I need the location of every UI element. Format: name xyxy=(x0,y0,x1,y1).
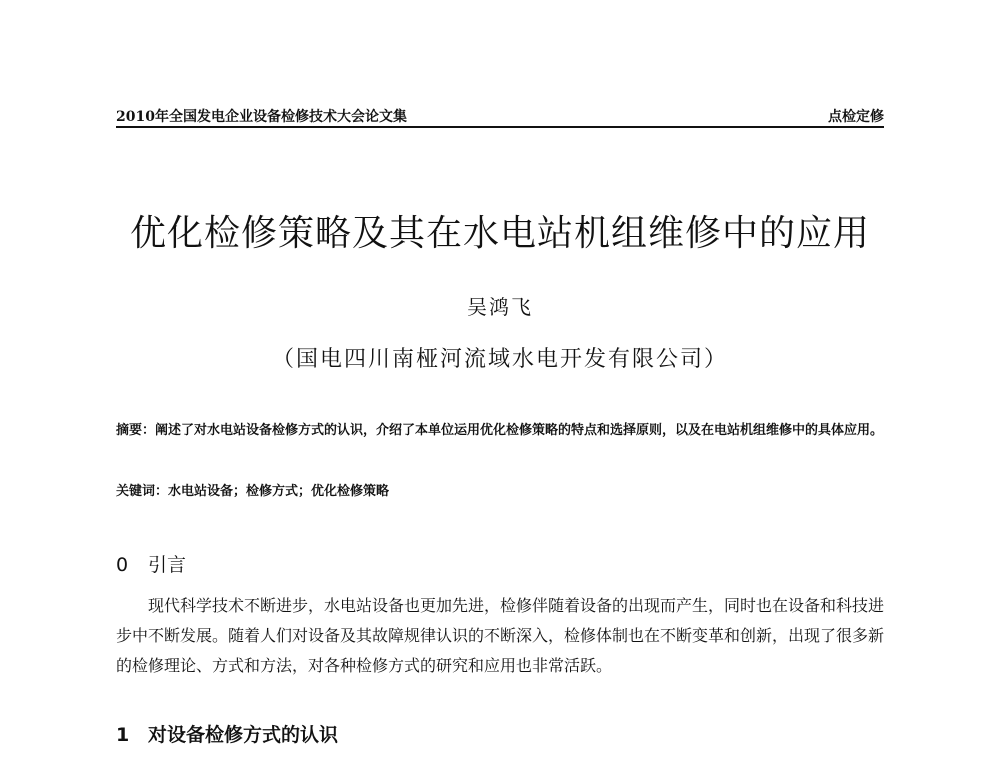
keywords xyxy=(116,480,886,499)
section-number: 1 xyxy=(116,724,130,746)
abstract-text: 阐述了对水电站设备检修方式的认识，介绍了本单位运用优化检修策略的特点和选择原则，以及在电站机组维修中的具体应用。 xyxy=(155,423,884,438)
section-title: 引言 xyxy=(148,554,187,576)
abstract xyxy=(116,418,886,444)
keywords-text: 水电站设备；检修方式；优化检修策略 xyxy=(168,484,390,499)
author-name: 吴鸿飞 xyxy=(467,295,533,319)
paper-title: 优化检修策略及其在水电站机组维修中的应用 xyxy=(129,213,870,254)
section-heading-introduction xyxy=(116,550,186,577)
proceedings-title: 2010年全国发电企业设备检修技术大会论文集 xyxy=(116,109,407,125)
section-heading-maintenance-methods xyxy=(116,720,338,747)
section-title: 对设备检修方式的认识 xyxy=(148,724,339,746)
section-number: 0 xyxy=(116,554,129,576)
author-affiliation: （国电四川南桠河流域水电开发有限公司） xyxy=(271,347,728,372)
column-name: 点检定修 xyxy=(828,109,884,125)
running-header xyxy=(116,104,884,128)
abstract-label: 摘要： xyxy=(116,423,156,438)
keywords-label: 关键词： xyxy=(116,484,169,499)
introduction-paragraph: 现代科学技术不断进步，水电站设备也更加先进，检修伴随着设备的出现而产生，同时也在设备和科技进步中不断发展。随着人们对设备及其故障规律认识的不断深入，检修体制也在不断变革和创新，出现了很多新的检修理论、方式和方法，对各种检修方式的研究和应用也非常活跃。 xyxy=(116,596,885,675)
